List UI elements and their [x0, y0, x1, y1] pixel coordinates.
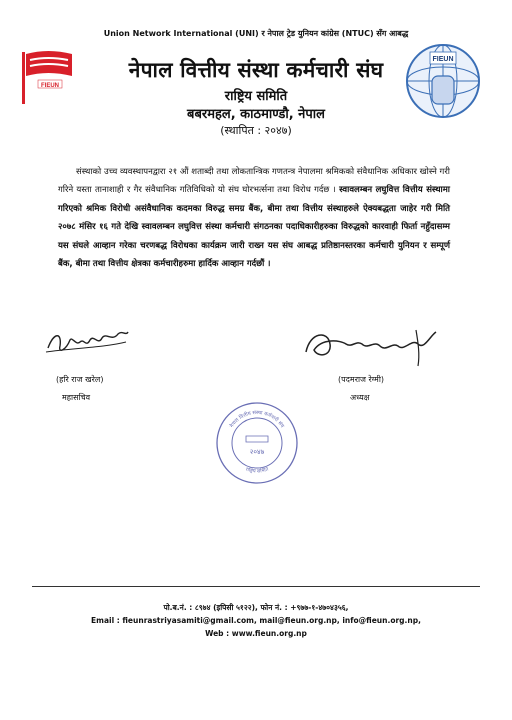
body-part-2: स्वावलम्बन लघुवित्त वित्तीय संस्थामा गरिएको श्रमिक विरोधी असंवैधानिक कदमका विरुद्ध समग्र बैंक, बीमा तथा वित्तीय संस्थाहरुले ऐक्यबद्धता जाहेर गरी मिति २०७८ मंसिर १६ गते देखि स्वावलम्बन लघुवित्त संस्था कर्मचारी संगठनका पदाधिकारीहरुका विरुद्धको कारवाही फिर्ता नहुँदासम्म यस संघले आव्हान गरेका चरणबद्ध विरोधका कार्यक्रम जारी राख्न यस संघ आबद्ध प्रतिष्ठानस्तरका कर्मचारी युनियन र सम्पूर्ण बैंक, बीमा तथा वित्तीय क्षेत्रका कर्मचारीहरुमा हार्दिक आव्हान गर्दछौं ।: [58, 185, 450, 270]
signature-left: [42, 318, 132, 362]
signatory-left-title: महासचिव: [62, 393, 91, 402]
organization-name: नेपाल वित्तीय संस्था कर्मचारी संघ: [128, 58, 384, 82]
stamp-bottom-text: राष्ट्रिय समिति: [244, 466, 270, 475]
stamp-top-text: नेपाल वित्तीय संस्था कर्मचारी संघ: [228, 409, 286, 430]
footer-emails: Email : fieunrastriyasamiti@gmail.com, mail@fieun.org.np, info@fieun.org.np,: [91, 616, 421, 625]
globe-fist-logo: [402, 40, 484, 122]
body-paragraph: [58, 163, 450, 273]
established-year: (स्थापित : २०४७): [220, 124, 292, 137]
body-part-1: संस्थाको उच्च व्यवस्थापनद्वारा २१ औं शताब्दी तथा लोकतान्त्रिक गणतन्त्र नेपालमा श्रमिकको संवैधानिक अधिकार खोस्ने गरी गरिने यस्ता तानाशाही र गैर संवैधानिक गतिविधिको यो संघ घोरभर्त्सना तथा विरोध गर्दछ ।: [58, 167, 450, 196]
affiliation-line: Union Network International (UNI) र नेपाल ट्रेड युनियन कांग्रेस (NTUC) सँग आबद्ध: [103, 29, 409, 38]
footer-website: Web : www.fieun.org.np: [205, 629, 307, 638]
svg-text:नेपाल वित्तीय संस्था कर्मचारी: [228, 409, 286, 430]
signature-right: [300, 322, 440, 370]
official-stamp: [214, 400, 300, 486]
footer-divider: [32, 586, 480, 587]
logo-right-text: FIEUN: [432, 56, 454, 63]
committee-name: राष्ट्रिय समिति: [224, 89, 288, 104]
stamp-year: २०४७: [249, 448, 265, 456]
signatory-right-name: (पदमराज रेग्मी): [338, 375, 385, 384]
signatory-right-title: अध्यक्ष: [350, 393, 370, 402]
address: बबरमहल, काठमाण्डौ, नेपाल: [187, 107, 325, 122]
logo-left-text: FIEUN: [41, 83, 59, 89]
signatory-left-name: (हरि राज खरेल): [56, 375, 104, 384]
footer-postal-phone: पो.ब.नं. : ८९७४ (इपिसी ५१२२), फोन नं. : +९७७-१-४७०४३५६,: [163, 603, 349, 612]
